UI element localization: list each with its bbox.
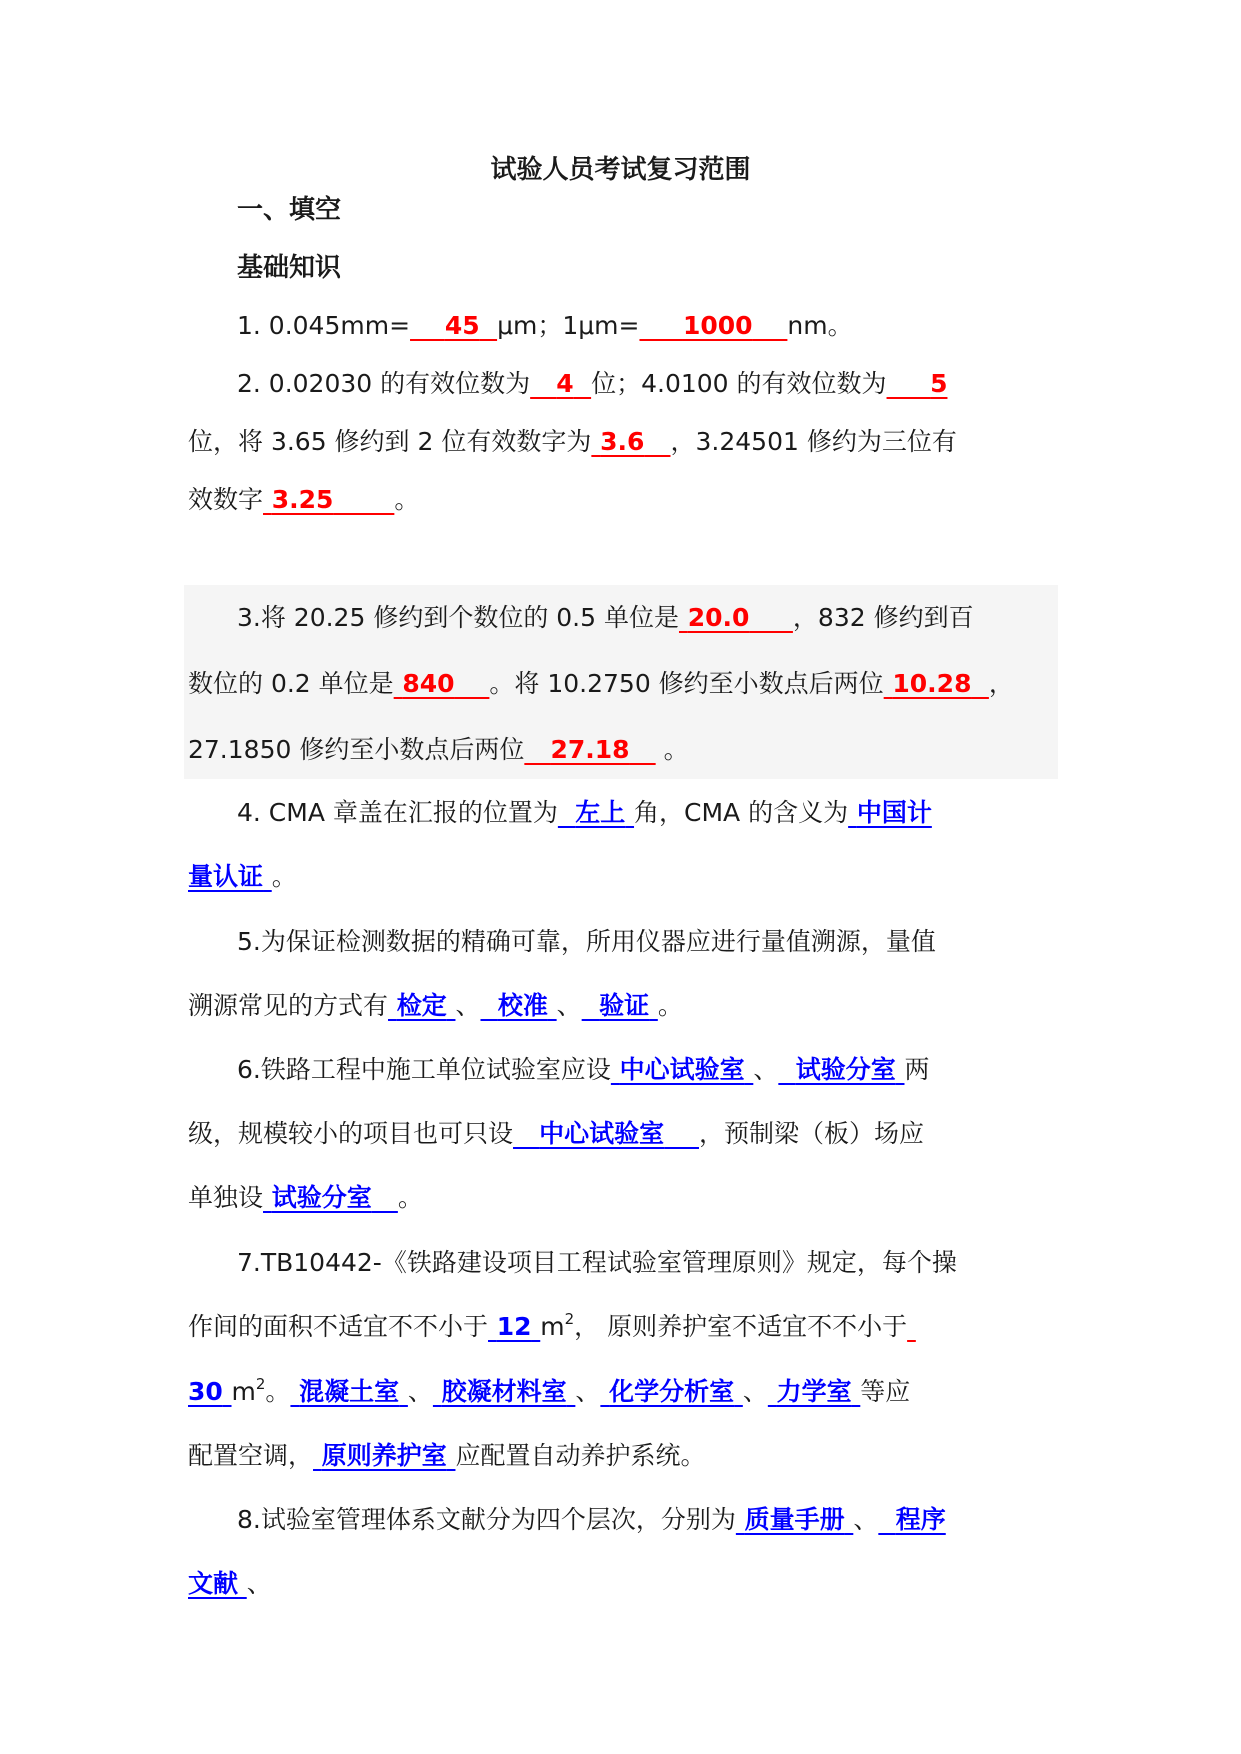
answer-blank [778, 1055, 904, 1084]
text: 、 [853, 1505, 879, 1534]
answer-value: 45 [444, 311, 480, 340]
question-6-line-1 [237, 1050, 1137, 1090]
answer-value: 量认证 [188, 862, 264, 891]
question-3-line-2 [188, 664, 1088, 704]
answer-blank [768, 1377, 860, 1406]
text: 8.试验室管理体系文献分为四个层次，分别为 [237, 1505, 736, 1534]
text: nm。 [787, 311, 853, 340]
question-7-line-2 [188, 1307, 1088, 1347]
answer-value: 化学分析室 [609, 1377, 735, 1406]
answer-blank [188, 1569, 247, 1598]
answer-blank [188, 1377, 232, 1406]
answer-value: 验证 [599, 991, 650, 1020]
text: 配置空调， [188, 1441, 314, 1470]
answer-value: 胶凝材料室 [441, 1377, 567, 1406]
answer-blank [558, 798, 634, 827]
answer-blank [513, 1119, 699, 1148]
text: 等应 [860, 1377, 911, 1406]
answer-blank [639, 311, 787, 340]
text: ， [988, 669, 1014, 698]
text: 3.将 20.25 修约到个数位的 0.5 单位是 [237, 603, 679, 632]
answer-blank [433, 1377, 575, 1406]
answer-blank [290, 1377, 407, 1406]
text: 两 [904, 1055, 930, 1084]
answer-value: 3.25 [271, 485, 334, 514]
text: 6.铁路工程中施工单位试验室应设 [237, 1055, 611, 1084]
page-title: 试验人员考试复习范围 [490, 155, 751, 185]
text: 、 [575, 1377, 601, 1406]
text: 、 [742, 1377, 768, 1406]
answer-blank [488, 1312, 540, 1341]
answer-value: 20.0 [687, 603, 750, 632]
answer-blank [611, 1055, 753, 1084]
text: 5.为保证检测数据的精确可靠，所用仪器应进行量值溯源，量值 [237, 927, 936, 956]
unit: m [231, 1377, 256, 1406]
answer-value: 原则养护室 [321, 1441, 447, 1470]
question-2-line-2 [188, 422, 1088, 462]
text: 。 [663, 735, 689, 764]
answer-blank [848, 798, 932, 827]
text: ， 原则养护室不适宜不不小于 [574, 1312, 908, 1341]
question-4-line-1 [237, 793, 1137, 833]
answer-blank [188, 862, 272, 891]
answer-value: 试验分室 [795, 1055, 896, 1084]
text: 位；4.0100 的有效位数为 [591, 369, 887, 398]
answer-blank [600, 1377, 742, 1406]
text: 作间的面积不适宜不不小于 [188, 1312, 489, 1341]
text: ，832 修约到百 [792, 603, 974, 632]
answer-blank [878, 1505, 945, 1534]
answer-value: 3.6 [600, 427, 645, 456]
answer-value: 12 [496, 1312, 532, 1341]
answer-blank [313, 1441, 455, 1470]
unit-exponent: 2 [255, 1374, 266, 1393]
answer-value: 文献 [188, 1569, 239, 1598]
unit: m [540, 1312, 565, 1341]
answer-blank [887, 369, 948, 398]
text: 1. 0.045mm= [237, 311, 411, 340]
answer-value: 中心试验室 [539, 1119, 665, 1148]
subsection-heading: 基础知识 [237, 253, 342, 283]
text: ，3.24501 修约为三位有 [670, 427, 957, 456]
answer-value: 840 [402, 669, 455, 698]
answer-value: 中心试验室 [619, 1055, 745, 1084]
answer-value: 1000 [682, 311, 753, 340]
unit-exponent: 2 [564, 1309, 575, 1328]
answer-blank [884, 669, 989, 698]
answer-value: 力学室 [776, 1377, 852, 1406]
text: 7.TB10442-《铁路建设项目工程试验室管理原则》规定，每个操 [237, 1248, 957, 1277]
text: 、 [246, 1569, 272, 1598]
text: 、 [407, 1377, 433, 1406]
text: 溯源常见的方式有 [188, 991, 389, 1020]
section-heading: 一、填空 [237, 195, 342, 225]
answer-value: 检定 [396, 991, 447, 1020]
answer-blank [524, 735, 655, 764]
question-6-line-3 [188, 1178, 1088, 1218]
answer-value: 27.18 [550, 735, 630, 764]
question-1 [237, 306, 1137, 346]
text: 。 [397, 1183, 423, 1212]
question-5-line-1 [237, 922, 1137, 962]
text: 应配置自动养护系统。 [455, 1441, 706, 1470]
text: μm；1μm= [497, 311, 640, 340]
text: 位，将 3.65 修约到 2 位有效数字为 [188, 427, 592, 456]
question-4-line-2 [188, 857, 1088, 897]
text: ，预制梁（板）场应 [698, 1119, 924, 1148]
answer-value: 混凝土室 [299, 1377, 400, 1406]
answer-value: 4 [556, 369, 574, 398]
question-8-line-1 [237, 1500, 1137, 1540]
answer-blank [530, 369, 591, 398]
answer-blank [582, 991, 658, 1020]
answer-blank [263, 485, 394, 514]
question-2-line-1 [237, 364, 1137, 404]
answer-value: 5 [930, 369, 948, 398]
text: 单独设 [188, 1183, 264, 1212]
text: 。 [394, 485, 420, 514]
text: 27.1850 修约至小数点后两位 [188, 735, 525, 764]
text: 2. 0.02030 的有效位数为 [237, 369, 531, 398]
text: 、 [753, 1055, 779, 1084]
text: 。 [271, 862, 297, 891]
question-3-line-3 [188, 730, 1088, 770]
question-3-line-1 [237, 598, 1137, 638]
text: 、 [556, 991, 582, 1020]
answer-blank-start [907, 1312, 916, 1341]
answer-blank [679, 603, 793, 632]
answer-value: 中国计 [856, 798, 932, 827]
answer-value: 质量手册 [744, 1505, 845, 1534]
answer-value: 校准 [497, 991, 548, 1020]
question-7-line-4 [188, 1436, 1088, 1476]
answer-blank [394, 669, 490, 698]
answer-blank [480, 991, 556, 1020]
text: 效数字 [188, 485, 264, 514]
text: 级，规模较小的项目也可只设 [188, 1119, 514, 1148]
question-7-line-3 [188, 1372, 1088, 1412]
text: 4. CMA 章盖在汇报的位置为 [237, 798, 558, 827]
answer-blank [263, 1183, 398, 1212]
question-7-line-1 [237, 1243, 1137, 1283]
answer-value: 10.28 [892, 669, 972, 698]
answer-value: 左上 [575, 798, 626, 827]
answer-blank [591, 427, 670, 456]
question-2-line-3 [188, 480, 1088, 520]
text: 。 [265, 1377, 291, 1406]
text: 。将 10.2750 修约至小数点后两位 [489, 669, 884, 698]
text: 。 [657, 991, 683, 1020]
answer-blank [410, 311, 497, 340]
answer-value: 程序 [895, 1505, 946, 1534]
answer-blank [388, 991, 455, 1020]
question-6-line-2 [188, 1114, 1088, 1154]
answer-blank [736, 1505, 853, 1534]
question-5-line-2 [188, 986, 1088, 1026]
answer-value: 30 [188, 1377, 223, 1406]
text: 数位的 0.2 单位是 [188, 669, 394, 698]
text: 角，CMA 的含义为 [634, 798, 849, 827]
question-8-line-2 [188, 1564, 1088, 1604]
answer-value: 试验分室 [271, 1183, 372, 1212]
text: 、 [455, 991, 481, 1020]
